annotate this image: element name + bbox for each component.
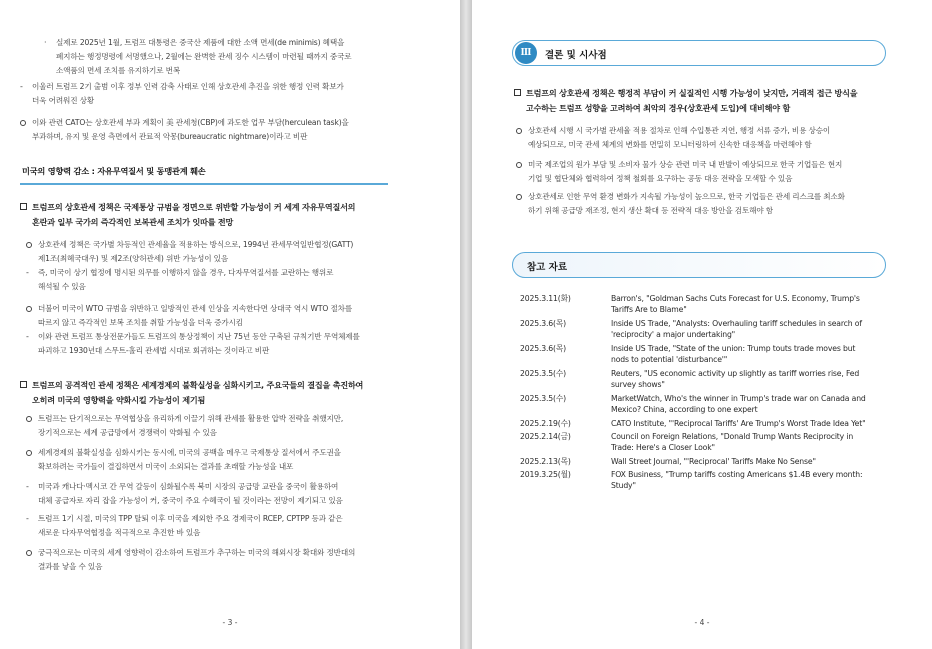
- citation-line: CATO Institute, "'Reciprocal Tariffs' Are Trump's Worst Trade Idea Yet": [611, 419, 866, 428]
- bullet-item: [516, 124, 892, 152]
- section-number-badge: Ⅲ: [515, 42, 537, 64]
- dash-bullet-icon: -: [20, 82, 23, 91]
- bullet-item: [516, 190, 892, 218]
- text-line: 새로운 다자무역협정을 적극적으로 추진한 바 있음: [38, 528, 201, 537]
- circle-bullet-icon: [26, 550, 32, 556]
- text-line: 부과하며, 유지 및 운영 측면에서 관료적 악몽(bureaucratic nightmare)이라고 비판: [32, 132, 308, 141]
- reference-citation: [611, 470, 889, 491]
- citation-line: nods to potential 'disturbance'": [611, 354, 728, 364]
- lead-paragraph: [20, 378, 420, 407]
- circle-bullet-icon: [26, 416, 32, 422]
- bullet-item: [44, 36, 438, 78]
- lead-paragraph: [514, 86, 890, 115]
- citation-line: Council on Foreign Relations, "Donald Trump Wants Reciprocity in: [611, 432, 854, 441]
- references-heading: [512, 252, 886, 278]
- text-line: 이와 관련 트럼프 통상전문가들도 트럼프의 통상정책이 지난 75년 동안 구축된 규칙기반 무역체제를: [38, 332, 360, 341]
- citation-line: Inside US Trade, "Analysts: Overhauling tariff schedules in search of: [611, 319, 862, 328]
- references-title: 참고 자료: [527, 262, 568, 273]
- text-line: 트럼프의 상호관세 정책은 국제통상 규범을 정면으로 위반할 가능성이 커 세계 자유무역질서의: [32, 202, 356, 212]
- text-line: 상호관세로 인한 무역 환경 변화가 지속될 가능성이 높으므로, 한국 기업들은 관세 리스크를 최소화: [528, 192, 845, 201]
- text-line: 이와 관련 CATO는 상호관세 부과 계획이 美 관세청(CBP)에 과도한 업무 부담(herculean task)을: [32, 118, 349, 127]
- text-line: 미국과 캐나다·멕시코 간 무역 갈등이 심화될수록 북미 시장의 공급망 교란을 중국이 활용하여: [38, 482, 339, 491]
- circle-bullet-icon: [26, 242, 32, 248]
- text-line: 더불어 미국이 WTO 규범을 위반하고 일방적인 관세 인상을 지속한다면 상대국 역시 WTO 절차를: [38, 304, 353, 313]
- text-line: 즉, 미국이 상기 협정에 명시된 의무를 이행하지 않을 경우, 다자무역질서를 교란하는 행위로: [38, 268, 334, 277]
- dash-bullet-icon: -: [26, 332, 29, 341]
- reference-date: 2025.3.5(수): [520, 369, 567, 378]
- page-number: - 3 -: [222, 618, 238, 627]
- reference-citation: [611, 369, 889, 390]
- text-line: 상호관세 시행 시 국가별 관세율 적용 절차로 인해 수입통관 지연, 행정 서류 증가, 비용 상승이: [528, 126, 831, 135]
- text-line: 파괴하고 1930년대 스무트-홀리 관세법 시대로 회귀하는 것이라고 비판: [38, 346, 270, 355]
- bullet-item: [20, 80, 424, 108]
- reference-date: 2019.3.25(월): [520, 470, 571, 479]
- bullet-item: [26, 512, 426, 540]
- citation-line: FOX Business, "Trump tariffs costing Americans $1.4B every month: Study": [611, 470, 863, 490]
- page-3: [0, 0, 460, 649]
- circle-bullet-icon: [26, 450, 32, 456]
- square-bullet-icon: [20, 203, 27, 210]
- dash-bullet-icon: -: [26, 514, 29, 523]
- text-line: 트럼프의 공격적인 관세 정책은 세계경제의 불확실성을 심화시키고, 주요국들의 결집을 촉진하여: [32, 380, 364, 390]
- text-line: 궁극적으로는 미국의 세계 영향력이 감소하여 트럼프가 추구하는 미국의 해외시장 확대와 정반대의: [38, 548, 356, 557]
- subsection-heading-text: 미국의 영향력 감소 : 자유무역질서 및 동맹관계 훼손: [22, 166, 206, 176]
- text-line: 소액품의 면세 조치를 유지하기로 번복: [56, 66, 181, 75]
- subsection-heading: [20, 163, 388, 185]
- text-line: 대체 공급자로 자리 잡을 가능성이 커, 중국이 주요 수혜국이 될 것이라는 전망이 제기되고 있음: [38, 496, 343, 505]
- square-bullet-icon: [514, 89, 521, 96]
- bullet-item: [26, 302, 426, 330]
- citation-line: Trade: Here's a Closer Look": [611, 442, 715, 452]
- text-line: 따르지 않고 즉각적인 보복 조치를 취할 가능성을 더욱 증가시킴: [38, 318, 243, 327]
- bullet-item: [26, 446, 426, 474]
- text-line: 오히려 미국의 영향력을 약화시킬 가능성이 제기됨: [32, 394, 206, 405]
- circle-bullet-icon: [516, 128, 522, 134]
- reference-citation: [611, 457, 889, 468]
- reference-date: 2025.3.5(수): [520, 394, 567, 403]
- text-line: 제1조(최혜국대우) 및 제2조(양허관세) 위반 가능성이 있음: [38, 254, 229, 263]
- text-line: 상호관세 정책은 국가별 차등적인 관세율을 적용하는 방식으로, 1994년 관세무역일반협정(GATT): [38, 240, 354, 249]
- circle-bullet-icon: [516, 162, 522, 168]
- reference-date: 2025.3.11(화): [520, 294, 571, 303]
- citation-line: Barron's, "Goldman Sachs Cuts Forecast for U.S. Economy, Trump's: [611, 294, 860, 303]
- text-line: 장기적으로는 세계 공급망에서 경쟁력이 약화될 수 있음: [38, 428, 217, 437]
- page-gutter: [460, 0, 472, 649]
- page-4: [472, 0, 932, 649]
- citation-line: Tariffs Are to Blame": [611, 304, 687, 314]
- text-line: 기업 및 협단체와 협력하여 정책 철회를 요구하는 공동 대응 전략을 모색할 수 있음: [528, 174, 793, 183]
- citation-line: MarketWatch, Who's the winner in Trump's trade war on Canada and: [611, 394, 866, 403]
- circle-bullet-icon: [20, 120, 26, 126]
- dash-bullet-icon: -: [26, 268, 29, 277]
- reference-citation: [611, 419, 889, 430]
- section-heading: [512, 40, 886, 66]
- reference-date: 2025.3.6(목): [520, 344, 567, 353]
- text-line: 트럼프의 상호관세 정책은 행정적 부담이 커 실질적인 시행 가능성이 낮지만, 거래적 접근 방식을: [526, 88, 858, 98]
- reference-citation: [611, 344, 889, 365]
- text-line: 세계경제의 불확실성을 심화시키는 동시에, 미국의 공백을 메우고 국제통상 질서에서 주도권을: [38, 448, 341, 457]
- text-line: 미국 제조업의 원가 부담 및 소비자 물가 상승 관련 미국 내 반발이 예상되므로 한국 기업들은 현지: [528, 160, 843, 169]
- text-line: 예상되므로, 미국 관세 체계의 변화를 면밀히 모니터링하여 신속한 대응책을 마련해야 함: [528, 140, 812, 149]
- text-line: 실제로 2025년 1월, 트럼프 대통령은 중국산 제품에 대한 소액 면세(de minimis) 혜택을: [56, 38, 345, 47]
- bullet-item: [26, 546, 426, 574]
- reference-citation: [611, 432, 889, 453]
- citation-line: Reuters, "US economic activity up slightly as tariff worries rise, Fed: [611, 369, 860, 378]
- bullet-item: [26, 330, 426, 358]
- reference-citation: [611, 294, 889, 315]
- text-line: 트럼프는 단기적으로는 무역협상을 유리하게 이끌기 위해 관세를 활용한 압박 전략을 취했지만,: [38, 414, 344, 423]
- bullet-item: [20, 116, 424, 144]
- page-number: - 4 -: [694, 618, 710, 627]
- citation-line: 'reciprocity' a major undertaking": [611, 329, 736, 339]
- lead-paragraph: [20, 200, 420, 229]
- reference-date: 2025.3.6(목): [520, 319, 567, 328]
- citation-line: Wall Street Journal, "'Reciprocal' Tariffs Make No Sense": [611, 457, 816, 466]
- citation-line: Mexico? China, according to one expert: [611, 404, 758, 414]
- circle-bullet-icon: [26, 306, 32, 312]
- text-line: 트럼프 1기 시절, 미국의 TPP 탈퇴 이후 미국을 제외한 주요 경제국이 RCEP, CPTPP 등과 같은: [38, 514, 343, 523]
- reference-citation: [611, 394, 889, 415]
- text-line: 이울러 트럼프 2기 출범 이후 정부 인력 감축 사태로 인해 상호관세 추진을 위한 행정 인력 확보가: [32, 82, 344, 91]
- section-title: 결론 및 시사점: [545, 50, 607, 61]
- text-line: 혼란과 일부 국가의 즉각적인 보복관세 조치가 잇따를 전망: [32, 216, 234, 227]
- citation-line: Inside US Trade, "State of the union: Trump touts trade moves but: [611, 344, 856, 353]
- circle-bullet-icon: [516, 194, 522, 200]
- text-line: 폐지하는 행정명령에 서명했으나, 2월에는 완벽한 관세 징수 시스템이 마련될 때까지 중국로: [56, 52, 352, 61]
- reference-citation: [611, 319, 889, 340]
- text-line: 확보하려는 국가들이 결집하면서 미국이 소외되는 결과를 초래할 가능성을 내포: [38, 462, 294, 471]
- bullet-item: [26, 266, 426, 294]
- text-line: 해석될 수 있음: [38, 282, 86, 291]
- bullet-item: [26, 412, 426, 440]
- dash-bullet-icon: -: [26, 482, 29, 491]
- reference-date: 2025.2.13(목): [520, 457, 571, 466]
- bullet-item: [26, 238, 426, 266]
- bullet-item: [26, 480, 426, 508]
- bullet-item: [516, 158, 892, 186]
- reference-date: 2025.2.14(금): [520, 432, 571, 441]
- text-line: 하기 위해 공급망 재조정, 현지 생산 확대 등 전략적 대응 방안을 검토해야 함: [528, 206, 773, 215]
- text-line: 결과를 낳을 수 있음: [38, 562, 103, 571]
- reference-date: 2025.2.19(수): [520, 419, 571, 428]
- square-bullet-icon: [20, 381, 27, 388]
- text-line: 고수하는 트럼프 성향을 고려하여 최악의 경우(상호관세 도입)에 대비해야 함: [526, 102, 791, 113]
- dot-bullet-icon: ·: [44, 38, 47, 47]
- citation-line: survey shows": [611, 379, 665, 389]
- text-line: 더욱 어려워진 상황: [32, 96, 95, 105]
